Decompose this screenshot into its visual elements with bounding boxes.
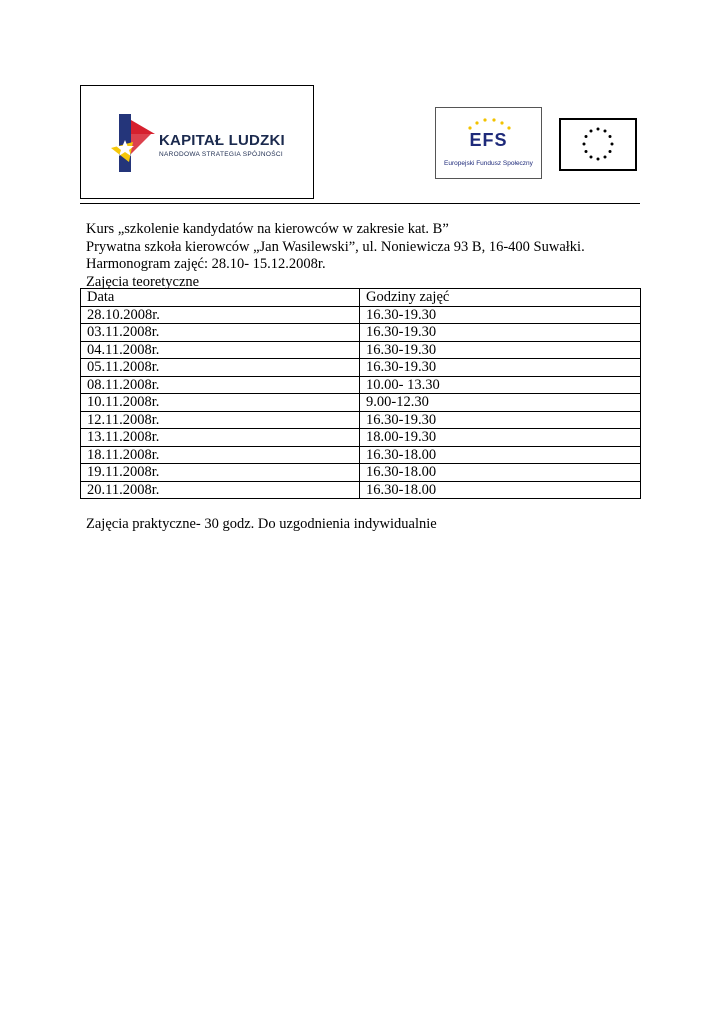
table-row [81, 306, 641, 324]
table-header-row [81, 289, 641, 307]
date-cell: 12.11.2008r. [81, 411, 360, 429]
table-row [81, 464, 641, 482]
table-row [81, 394, 641, 412]
schedule-table [80, 288, 641, 499]
table-row [81, 411, 641, 429]
eu-flag-logo [559, 118, 637, 171]
table-row [81, 376, 641, 394]
school-address: Prywatna szkoła kierowców „Jan Wasilewski”, ul. Noniewicza 93 B, 16-400 Suwałki. [86, 238, 585, 255]
course-title: Kurs „szkolenie kandydatów na kierowców w zakresie kat. B” [86, 221, 449, 237]
star-flag-icon [111, 114, 155, 172]
hours-cell: 16.30-19.30 [360, 324, 641, 342]
document-header [86, 221, 585, 291]
date-cell: 04.11.2008r. [81, 341, 360, 359]
hours-cell: 16.30-18.00 [360, 464, 641, 482]
column-header-date: Data [81, 289, 360, 307]
date-cell: 03.11.2008r. [81, 324, 360, 342]
section-heading: Zajęcia teoretyczne [86, 273, 200, 290]
table-row [81, 324, 641, 342]
table-row [81, 446, 641, 464]
date-cell: 28.10.2008r. [81, 306, 360, 324]
table-row [81, 429, 641, 447]
practical-classes-note: Zajęcia praktyczne- 30 godz. Do uzgodnienia indywidualnie [86, 516, 437, 532]
table-row [81, 359, 641, 377]
date-cell: 13.11.2008r. [81, 429, 360, 447]
efs-title: EFS [469, 130, 508, 150]
eu-stars-icon [561, 120, 635, 169]
column-header-hours: Godziny zajęć [360, 289, 641, 307]
header-divider [80, 203, 640, 204]
hours-cell: 16.30-18.00 [360, 481, 641, 499]
kapital-ludzki-title: KAPITAŁ LUDZKI [159, 132, 285, 149]
date-cell: 08.11.2008r. [81, 376, 360, 394]
hours-cell: 10.00- 13.30 [360, 376, 641, 394]
schedule-range: Harmonogram zajęć: 28.10- 15.12.2008r. [86, 256, 326, 272]
efs-subtitle: Europejski Fundusz Społeczny [444, 160, 533, 167]
hours-cell: 16.30-19.30 [360, 359, 641, 377]
hours-cell: 16.30-19.30 [360, 306, 641, 324]
hours-cell: 9.00-12.30 [360, 394, 641, 412]
date-cell: 19.11.2008r. [81, 464, 360, 482]
date-cell: 20.11.2008r. [81, 481, 360, 499]
table-row [81, 481, 641, 499]
date-cell: 05.11.2008r. [81, 359, 360, 377]
hours-cell: 16.30-18.00 [360, 446, 641, 464]
table-row [81, 341, 641, 359]
kapital-ludzki-subtitle: NARODOWA STRATEGIA SPÓJNOŚCI [159, 151, 283, 158]
hours-cell: 16.30-19.30 [360, 411, 641, 429]
kapital-ludzki-logo [80, 85, 314, 199]
date-cell: 10.11.2008r. [81, 394, 360, 412]
date-cell: 18.11.2008r. [81, 446, 360, 464]
efs-logo [435, 107, 542, 179]
hours-cell: 18.00-19.30 [360, 429, 641, 447]
hours-cell: 16.30-19.30 [360, 341, 641, 359]
